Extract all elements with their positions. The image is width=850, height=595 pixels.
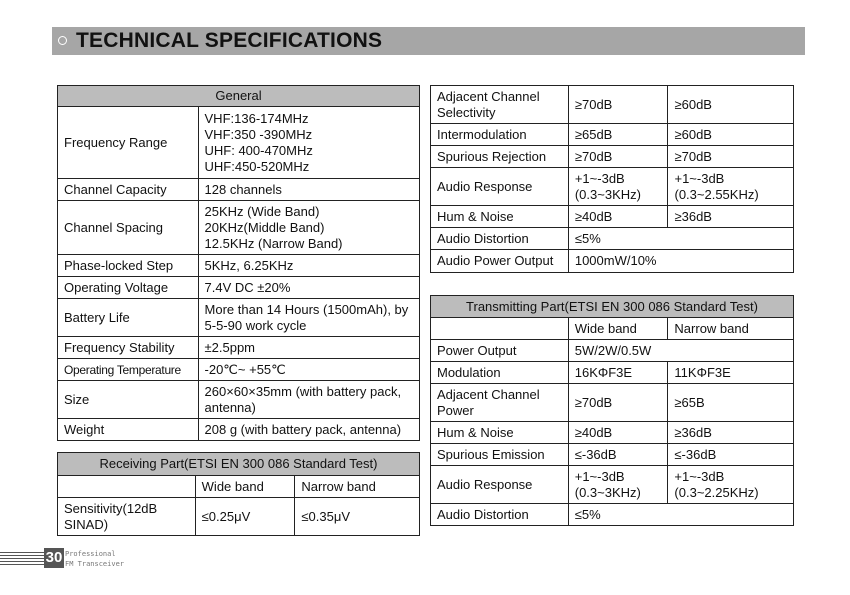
adjacent-selectivity-narrow: ≥60dB: [668, 86, 794, 124]
operating-temperature-label: Operating Temperature: [58, 359, 199, 381]
channel-spacing-line: 25KHz (Wide Band): [204, 203, 320, 219]
phase-locked-step-value: 5KHz, 6.25KHz: [198, 255, 419, 277]
page-number: 30: [45, 549, 63, 566]
power-output-value: 5W/2W/0.5W: [568, 340, 793, 362]
tx-hum-noise-narrow: ≥36dB: [668, 422, 794, 444]
battery-life-value: More than 14 Hours (1500mAh), by 5-5-90 work cycle: [198, 299, 419, 337]
intermodulation-wide: ≥65dB: [568, 124, 668, 146]
spurious-emission-label: Spurious Emission: [431, 444, 569, 466]
hum-noise-label: Hum & Noise: [431, 206, 569, 228]
frequency-range-line: VHF:136-174MHz: [204, 110, 309, 126]
audio-response-wide-line: +1~-3dB: [574, 170, 625, 186]
tx-audio-response-narrow-line: (0.3~2.25KHz): [674, 484, 759, 500]
channel-capacity-label: Channel Capacity: [58, 179, 199, 201]
frequency-range-line: UHF:450-520MHz: [204, 158, 310, 174]
modulation-label: Modulation: [431, 362, 569, 384]
tx-audio-distortion-value: ≤5%: [568, 504, 793, 526]
hum-noise-wide: ≥40dB: [568, 206, 668, 228]
transmitting-col-narrow: Narrow band: [668, 318, 794, 340]
section-header: [52, 27, 805, 55]
weight-label: Weight: [58, 419, 199, 441]
channel-spacing-label: Channel Spacing: [58, 201, 199, 255]
receiving-col-narrow: Narrow band: [295, 476, 420, 498]
sensitivity-label: Sensitivity(12dB SINAD): [58, 498, 196, 536]
frequency-stability-label: Frequency Stability: [58, 337, 199, 359]
audio-response-narrow-line: +1~-3dB: [674, 170, 725, 186]
channel-spacing-line: 20KHz(Middle Band): [204, 219, 325, 235]
tx-audio-response-wide: [568, 466, 668, 504]
adjacent-selectivity-wide: ≥70dB: [568, 86, 668, 124]
bullet-icon: [58, 36, 67, 45]
receiving-col-wide: Wide band: [195, 476, 295, 498]
tx-audio-distortion-label: Audio Distortion: [431, 504, 569, 526]
sensitivity-narrow: ≤0.35μV: [295, 498, 420, 536]
intermodulation-label: Intermodulation: [431, 124, 569, 146]
general-heading: General: [58, 86, 420, 107]
intermodulation-narrow: ≥60dB: [668, 124, 794, 146]
channel-capacity-value: 128 channels: [198, 179, 419, 201]
adjacent-power-wide: ≥70dB: [568, 384, 668, 422]
footer-text: [65, 549, 124, 569]
sensitivity-wide: ≤0.25μV: [195, 498, 295, 536]
hum-noise-narrow: ≥36dB: [668, 206, 794, 228]
spurious-rejection-wide: ≥70dB: [568, 146, 668, 168]
tx-audio-response-narrow: [668, 466, 794, 504]
weight-value: 208 g (with battery pack, antenna): [198, 419, 419, 441]
phase-locked-step-label: Phase-locked Step: [58, 255, 199, 277]
operating-temperature-value: -20℃~ +55℃: [198, 359, 419, 381]
power-output-label: Power Output: [431, 340, 569, 362]
tx-audio-response-wide-line: (0.3~3KHz): [574, 484, 641, 500]
modulation-wide: 16KΦF3E: [568, 362, 668, 384]
spurious-emission-wide: ≤-36dB: [568, 444, 668, 466]
operating-voltage-label: Operating Voltage: [58, 277, 199, 299]
frequency-range-line: UHF: 400-470MHz: [204, 142, 313, 158]
adjacent-power-label: Adjacent Channel Power: [431, 384, 569, 422]
footer-line: Professional: [65, 550, 116, 558]
adjacent-power-narrow: ≥65B: [668, 384, 794, 422]
tx-hum-noise-wide: ≥40dB: [568, 422, 668, 444]
channel-spacing-line: 12.5KHz (Narrow Band): [204, 235, 343, 251]
frequency-range-value: [198, 107, 419, 179]
footer-line: FM Transceiver: [65, 560, 125, 568]
transmitting-heading: Transmitting Part(ETSI EN 300 086 Standard Test): [431, 296, 794, 318]
tx-hum-noise-label: Hum & Noise: [431, 422, 569, 444]
frequency-range-line: VHF:350 -390MHz: [204, 126, 313, 142]
receiving-table: [57, 452, 420, 536]
channel-spacing-value: [198, 201, 419, 255]
receiving-blank-cell: [58, 476, 196, 498]
audio-distortion-label: Audio Distortion: [431, 228, 569, 250]
audio-response-label: Audio Response: [431, 168, 569, 206]
operating-voltage-value: 7.4V DC ±20%: [198, 277, 419, 299]
audio-response-wide-line: (0.3~3KHz): [574, 186, 641, 202]
spurious-rejection-narrow: ≥70dB: [668, 146, 794, 168]
size-label: Size: [58, 381, 199, 419]
audio-response-narrow-line: (0.3~2.55KHz): [674, 186, 759, 202]
modulation-narrow: 11KΦF3E: [668, 362, 794, 384]
receiving-cont-table: [430, 85, 794, 273]
spurious-emission-narrow: ≤-36dB: [668, 444, 794, 466]
tx-audio-response-narrow-line: +1~-3dB: [674, 468, 725, 484]
audio-response-wide: [568, 168, 668, 206]
footer-lines: [0, 552, 44, 566]
audio-power-label: Audio Power Output: [431, 250, 569, 273]
size-value: 260×60×35mm (with battery pack, antenna): [198, 381, 419, 419]
tx-audio-response-label: Audio Response: [431, 466, 569, 504]
tx-audio-response-wide-line: +1~-3dB: [574, 468, 625, 484]
transmitting-table: [430, 295, 794, 526]
frequency-stability-value: ±2.5ppm: [198, 337, 419, 359]
adjacent-selectivity-label: Adjacent Channel Selectivity: [431, 86, 569, 124]
audio-power-value: 1000mW/10%: [568, 250, 793, 273]
transmitting-blank-cell: [431, 318, 569, 340]
battery-life-label: Battery Life: [58, 299, 199, 337]
receiving-heading: Receiving Part(ETSI EN 300 086 Standard Test): [58, 453, 420, 476]
audio-distortion-value: ≤5%: [568, 228, 793, 250]
audio-response-narrow: [668, 168, 794, 206]
frequency-range-label: Frequency Range: [58, 107, 199, 179]
transmitting-col-wide: Wide band: [568, 318, 668, 340]
spurious-rejection-label: Spurious Rejection: [431, 146, 569, 168]
general-table: [57, 85, 420, 441]
section-title: TECHNICAL SPECIFICATIONS: [76, 29, 383, 52]
